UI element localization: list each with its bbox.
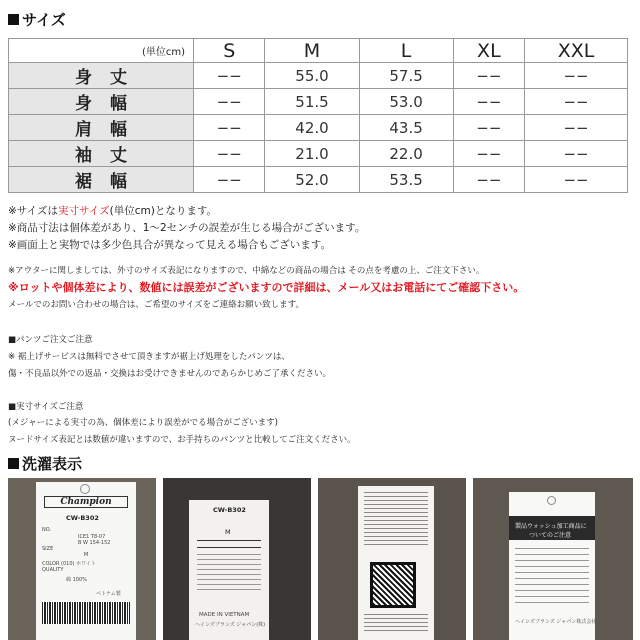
size-col-m: M [265, 39, 359, 63]
brand-tag [36, 482, 136, 640]
wash-section-title: 洗濯表示 [8, 453, 82, 474]
pants-heading: ■パンツご注文ご注意 [8, 335, 93, 345]
photo-wash-notice-tag [473, 478, 633, 640]
unit-label: (単位cm) [9, 39, 194, 63]
size-col-s: S [194, 39, 265, 63]
tag-hole-icon [80, 484, 90, 494]
qr-label-text-block [364, 492, 428, 546]
care-label-size: M [225, 528, 231, 536]
real-size-note-2: ヌードサイズ表記とは数値が違いますので、お手持ちのパンツと比較してご注文ください。 [8, 435, 356, 445]
size-col-l: L [359, 39, 453, 63]
real-size-heading: ■実寸サイズご注意 [8, 402, 84, 412]
photo-brand-tag [8, 478, 156, 640]
size-col-xl: XL [453, 39, 524, 63]
real-size-note-1: (メジャーによる実寸の為、個体差により誤差がでる場合がございます) [8, 418, 278, 428]
tag-line: B W 154-152 [78, 540, 111, 546]
table-cell: 55.0 [265, 63, 359, 89]
wash-notice-company: ヘインズブランズ ジャパン株式会社 [515, 619, 597, 625]
table-cell: 57.5 [359, 63, 453, 89]
tag-line: M [84, 552, 89, 558]
row-label: 身幅 [9, 89, 194, 115]
table-row [9, 141, 628, 167]
size-table-header [9, 39, 628, 63]
wash-notice-header [509, 516, 595, 540]
table-row [9, 63, 628, 89]
size-col-xxl: XXL [525, 39, 628, 63]
row-label: 裾幅 [9, 167, 194, 193]
table-row [9, 89, 628, 115]
wash-notice-title: 製品ウォッシュ加工商品に [515, 523, 587, 530]
table-cell: −− [525, 63, 628, 89]
table-cell: −− [525, 115, 628, 141]
row-label: 肩幅 [9, 115, 194, 141]
care-label-company: ヘインズブランズ ジャパン(株) [195, 622, 266, 628]
tag-line: QUALITY [42, 567, 64, 573]
barcode-icon [42, 602, 130, 624]
table-cell: −− [194, 89, 265, 115]
size-table [8, 38, 628, 193]
table-cell: 42.0 [265, 115, 359, 141]
table-cell: 43.5 [359, 115, 453, 141]
tag-line: COLOR (010) ホワイト [42, 561, 96, 567]
qr-label [358, 486, 434, 640]
care-symbols-icon [197, 540, 261, 548]
photo-care-label [163, 478, 311, 640]
table-row [9, 167, 628, 193]
tag-hole-icon [547, 496, 556, 505]
table-cell: 53.5 [359, 167, 453, 193]
table-cell: −− [194, 167, 265, 193]
table-cell: 21.0 [265, 141, 359, 167]
tag-line: NO. [42, 527, 52, 533]
table-cell: 22.0 [359, 141, 453, 167]
note-color: ※画面上と実物では多少色具合が異なって見える場合もございます。 [8, 239, 331, 251]
table-cell: −− [453, 115, 524, 141]
tag-line: SIZE [42, 546, 54, 552]
note-highlight: 実寸サイズ [57, 205, 110, 217]
table-cell: 51.5 [265, 89, 359, 115]
wash-notice-tag [509, 492, 595, 640]
tag-line: ICE1 T8-07 [78, 534, 106, 540]
table-cell: −− [525, 89, 628, 115]
section-square-icon [8, 458, 19, 469]
care-label-made-in: MADE IN VIETNAM [199, 612, 250, 618]
note-outer: ※アウターに関しましては、外寸のサイズ表記になりますので、中綿などの商品の場合は その点を考慮の上、ご注文下さい。 [8, 266, 485, 276]
table-row [9, 115, 628, 141]
tag-line: 綿 100% [66, 577, 87, 583]
table-cell: −− [453, 89, 524, 115]
note-text: ※サイズは [8, 205, 58, 217]
note-text: (単位cm)となります。 [109, 205, 217, 217]
table-cell: −− [194, 63, 265, 89]
row-label: 袖丈 [9, 141, 194, 167]
pants-note-1: ※ 裾上げサービスは無料でさせて頂きますが裾上げ処理をしたパンツは、 [8, 352, 290, 362]
photo-qr-label [318, 478, 466, 640]
table-cell: −− [194, 115, 265, 141]
qr-label-footer [364, 614, 428, 632]
tag-product-code: CW-B302 [66, 514, 99, 522]
table-cell: 53.0 [359, 89, 453, 115]
qr-code-icon [370, 562, 416, 608]
note-actual-size [8, 203, 217, 218]
wash-notice-subtitle: ついてのご注意 [529, 532, 572, 539]
tag-line: ベトナム製 [96, 591, 121, 597]
note-email: メールでのお問い合わせの場合は、ご希望のサイズをご連絡お願い致します。 [8, 300, 304, 310]
brand-logo: Champion [44, 496, 128, 508]
table-cell: −− [453, 63, 524, 89]
table-cell: −− [453, 141, 524, 167]
table-cell: −− [525, 167, 628, 193]
row-label: 身丈 [9, 63, 194, 89]
care-label [189, 500, 269, 640]
note-lot-warning: ※ロットや個体差により、数値には誤差がございますので詳細は、メール又はお電話にてご確認下さい。 [8, 281, 525, 294]
wash-notice-body [515, 548, 589, 608]
care-label-code: CW-B302 [213, 506, 246, 514]
table-cell: −− [194, 141, 265, 167]
table-cell: 52.0 [265, 167, 359, 193]
pants-note-2: 傷・不良品以外での返品・交換はお受けできませんのであらかじめご了承ください。 [8, 369, 332, 379]
size-section-title: サイズ [8, 9, 66, 30]
table-cell: −− [525, 141, 628, 167]
note-tolerance: ※商品寸法は個体差があり、1〜2センチの誤差が生じる場合がございます。 [8, 222, 366, 234]
care-text-block [197, 554, 261, 594]
section-square-icon [8, 14, 19, 25]
table-cell: −− [453, 167, 524, 193]
